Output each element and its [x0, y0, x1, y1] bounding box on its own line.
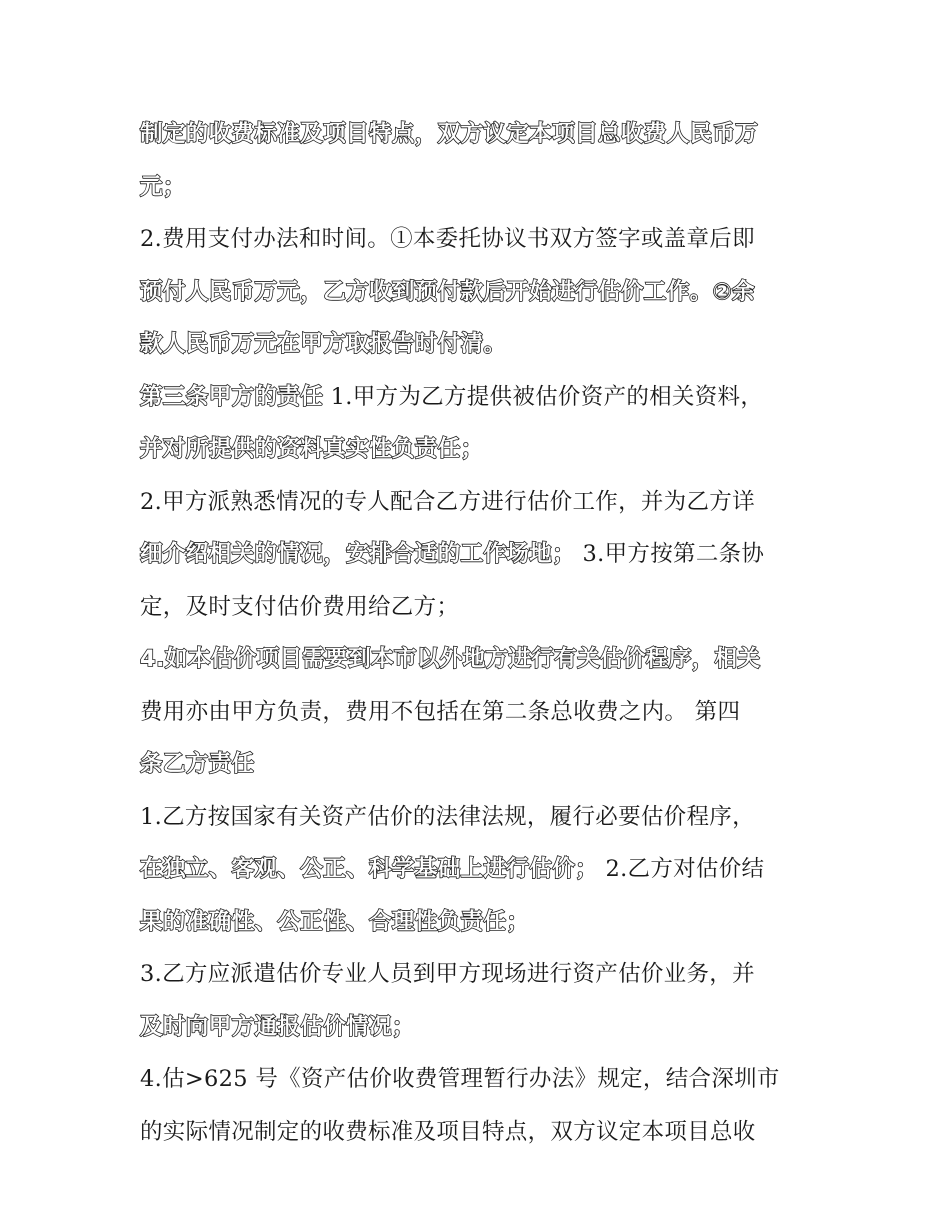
outlined-text-segment: 在独立、客观、公正、科学基础上进行估价；	[140, 856, 599, 882]
text-line	[140, 738, 810, 791]
outlined-text-segment: 细介绍相关的情况，安排合适的工作场地；	[140, 541, 576, 567]
outlined-text-segment: 预付人民币万元，乙方收到预付款后开始进行估价工作。②余	[140, 278, 755, 305]
outlined-text-segment: 第三条甲方的责任	[140, 383, 324, 410]
outlined-text-segment: 及时向甲方通报估价情况；	[140, 1013, 415, 1040]
text-segment: 4.估>625 号《资产估价收费管理暂行办法》规定，结合深圳市	[140, 1066, 780, 1092]
text-line	[140, 843, 810, 896]
text-line	[140, 266, 810, 319]
text-line	[140, 948, 810, 1001]
text-line	[140, 161, 810, 214]
text-line	[140, 213, 810, 266]
text-line	[140, 896, 810, 949]
text-line	[140, 371, 810, 424]
text-segment: 2.费用支付办法和时间。①本委托协议书双方签字或盖章后即	[140, 226, 755, 252]
text-line	[140, 686, 810, 739]
text-line	[140, 1106, 810, 1159]
text-segment: 的实际情况制定的收费标准及项目特点，双方议定本项目总收	[140, 1118, 756, 1145]
contract-body-text	[140, 108, 810, 1158]
text-segment: 1.甲方为乙方提供被估价资产的相关资料，	[323, 383, 764, 410]
text-line	[140, 581, 810, 634]
outlined-text-segment: 果的准确性、公正性、合理性负责任；	[140, 908, 530, 935]
text-line	[140, 1001, 810, 1054]
text-line	[140, 1053, 810, 1106]
outlined-text-segment: 并对所提供的资料真实性负责任；	[140, 436, 484, 462]
outlined-text-segment: 4.如本估价项目需要到本市以外地方进行有关估价程序，相关	[140, 646, 761, 672]
outlined-text-segment: 元；	[140, 173, 186, 200]
text-line	[140, 633, 810, 686]
text-line	[140, 476, 810, 529]
text-segment: 3.乙方应派遣估价专业人员到甲方现场进行资产估价业务，并	[140, 961, 755, 987]
text-line	[140, 318, 810, 371]
text-segment: 3.甲方按第二条协	[575, 541, 765, 567]
text-segment: 定，及时支付估价费用给乙方；	[140, 593, 460, 620]
text-segment: 2.乙方对估价结	[598, 856, 765, 882]
outlined-text-segment: 条乙方责任	[140, 751, 255, 777]
outlined-text-segment: 款人民币万元在甲方取报告时付清。	[140, 331, 507, 357]
text-line	[140, 423, 810, 476]
text-segment: 费用亦由甲方负责，费用不包括在第二条总收费之内。 第四	[140, 698, 741, 725]
text-line	[140, 791, 810, 844]
text-line	[140, 528, 810, 581]
text-line	[140, 108, 810, 161]
text-segment: 1.乙方按国家有关资产估价的法律法规，履行必要估价程序，	[140, 803, 755, 830]
outlined-text-segment: 制定的收费标准及项目特点，双方议定本项目总收费人民币万	[140, 121, 759, 147]
text-segment: 2.甲方派熟悉情况的专人配合乙方进行估价工作，并为乙方详	[140, 488, 755, 515]
